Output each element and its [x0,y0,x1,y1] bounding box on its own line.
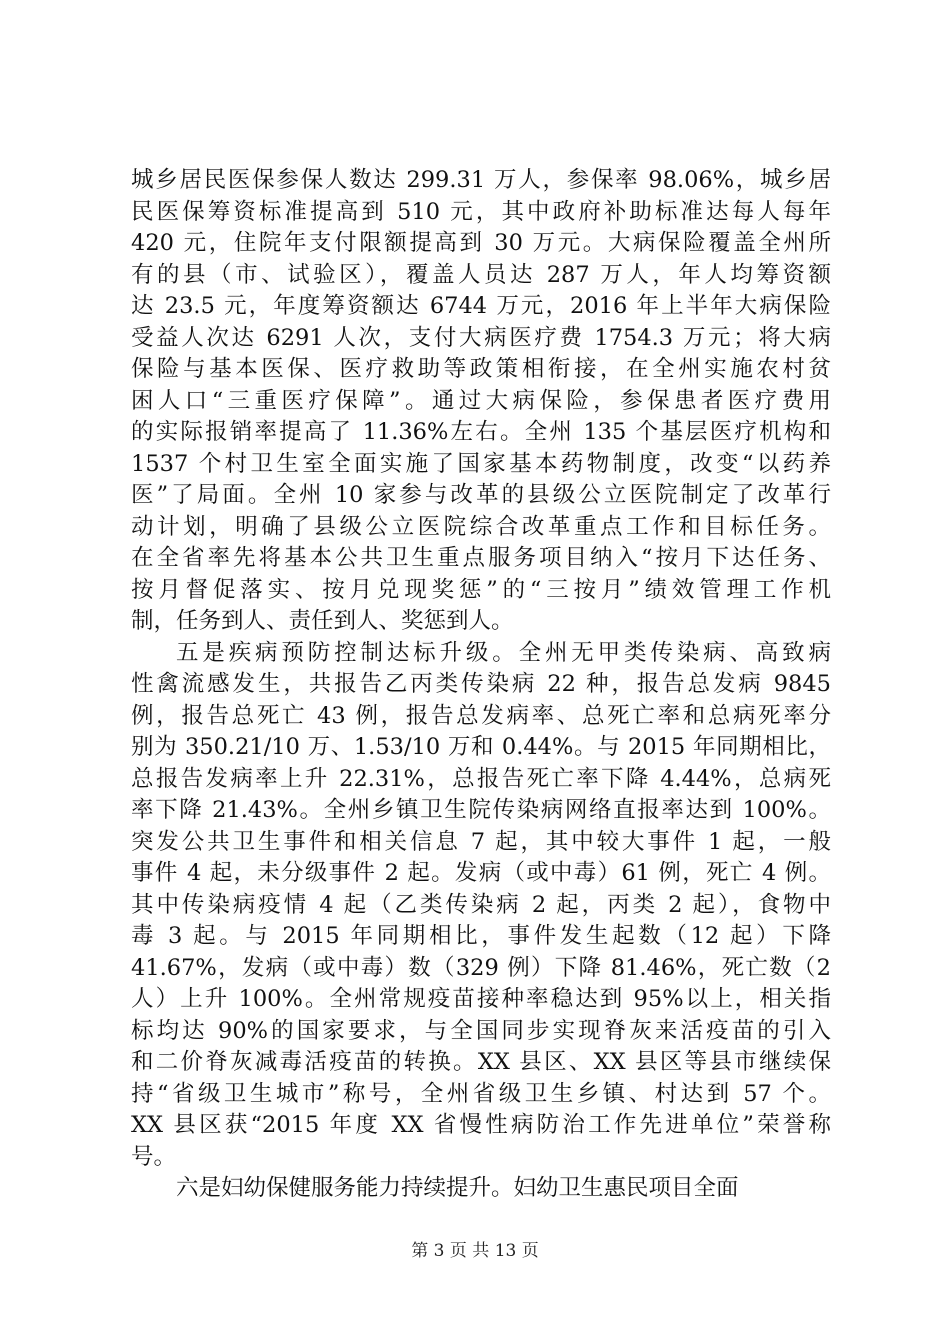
text-line: 性禽流感发生，共报告乙丙类传染病 22 种，报告总发病 9845 [131,671,831,697]
text-line: 在全省率先将基本公共卫生重点服务项目纳入“按月下达任务、 [131,545,831,571]
text-line: 有的县（市、试验区），覆盖人员达 287 万人，年人均筹资额 [131,261,831,288]
text-line: 人）上升 100%。全州常规疫苗接种率稳达到 95%以上，相关指 [131,986,831,1012]
paragraph-start-line: 六是妇幼保健服务能力持续提升。妇幼卫生惠民项目全面 [176,1175,739,1201]
text-line: 达 23.5 元，年度筹资额达 6744 万元，2016 年上半年大病保险 [131,293,831,319]
text-line: 民医保筹资标准提高到 510 元，其中政府补助标准达每人每年 [131,198,831,225]
text-line: 率下降 21.43%。全州乡镇卫生院传染病网络直报率达到 100%。 [131,797,831,823]
paragraph-start-line: 五是疾病预防控制达标升级。全州无甲类传染病、高致病 [176,639,831,666]
text-line: 保险与基本医保、医疗救助等政策相衔接，在全州实施农村贫 [131,356,831,382]
text-line: 其中传染病疫情 4 起（乙类传染病 2 起，丙类 2 起），食物中 [131,891,831,918]
text-line: 标均达 90%的国家要求，与全国同步实现脊灰来活疫苗的引入 [131,1017,831,1044]
document-body [131,165,831,1205]
text-line: 和二价脊灰减毒活疫苗的转换。XX 县区、XX 县区等县市继续保 [131,1049,831,1075]
text-line: 突发公共卫生事件和相关信息 7 起，其中较大事件 1 起，一般 [131,828,831,855]
text-line: 的实际报销率提高了 11.36%左右。全州 135 个基层医疗机构和 [131,419,831,445]
text-line: 1537 个村卫生室全面实施了国家基本药物制度，改变“以药养 [131,450,831,477]
text-line: 持“省级卫生城市”称号，全州省级卫生乡镇、村达到 57 个。 [131,1080,831,1107]
text-line: 总报告发病率上升 22.31%，总报告死亡率下降 4.44%，总病死 [131,765,831,792]
text-line: 事件 4 起，未分级事件 2 起。发病（或中毒）61 例，死亡 4 例。 [131,860,831,886]
text-line: 毒 3 起。与 2015 年同期相比，事件发生起数（12 起）下降 [131,923,831,949]
text-line: 城乡居民医保参保人数达 299.31 万人，参保率 98.06%，城乡居 [131,167,831,193]
text-line: 41.67%，发病（或中毒）数（329 例）下降 81.46%，死亡数（2 [131,954,831,981]
text-line: XX 县区获“2015 年度 XX 省慢性病防治工作先进单位”荣誉称 [131,1112,831,1138]
text-line: 受益人次达 6291 人次，支付大病医疗费 1754.3 万元；将大病 [131,324,831,351]
text-line: 动计划，明确了县级公立医院综合改革重点工作和目标任务。 [131,513,831,540]
text-line: 医”了局面。全州 10 家参与改革的县级公立医院制定了改革行 [131,482,831,508]
text-line: 制，任务到人、责任到人、奖惩到人。 [131,608,514,634]
text-line: 困人口“三重医疗保障”。通过大病保险，参保患者医疗费用 [131,387,831,414]
page-footer [0,1240,950,1262]
text-line: 420 元，住院年支付限额提高到 30 万元。大病保险覆盖全州所 [131,230,831,256]
page-number-indicator: 第 3 页 共 13 页 [411,1241,539,1261]
text-line: 按月督促落实、按月兑现奖惩”的“三按月”绩效管理工作机 [131,576,831,603]
text-line: 别为 350.21/10 万、1.53/10 万和 0.44%。与 2015 年同期相比， [131,734,831,760]
text-line: 号。 [131,1143,177,1170]
text-line: 例，报告总死亡 43 例，报告总发病率、总死亡率和总病死率分 [131,702,831,729]
